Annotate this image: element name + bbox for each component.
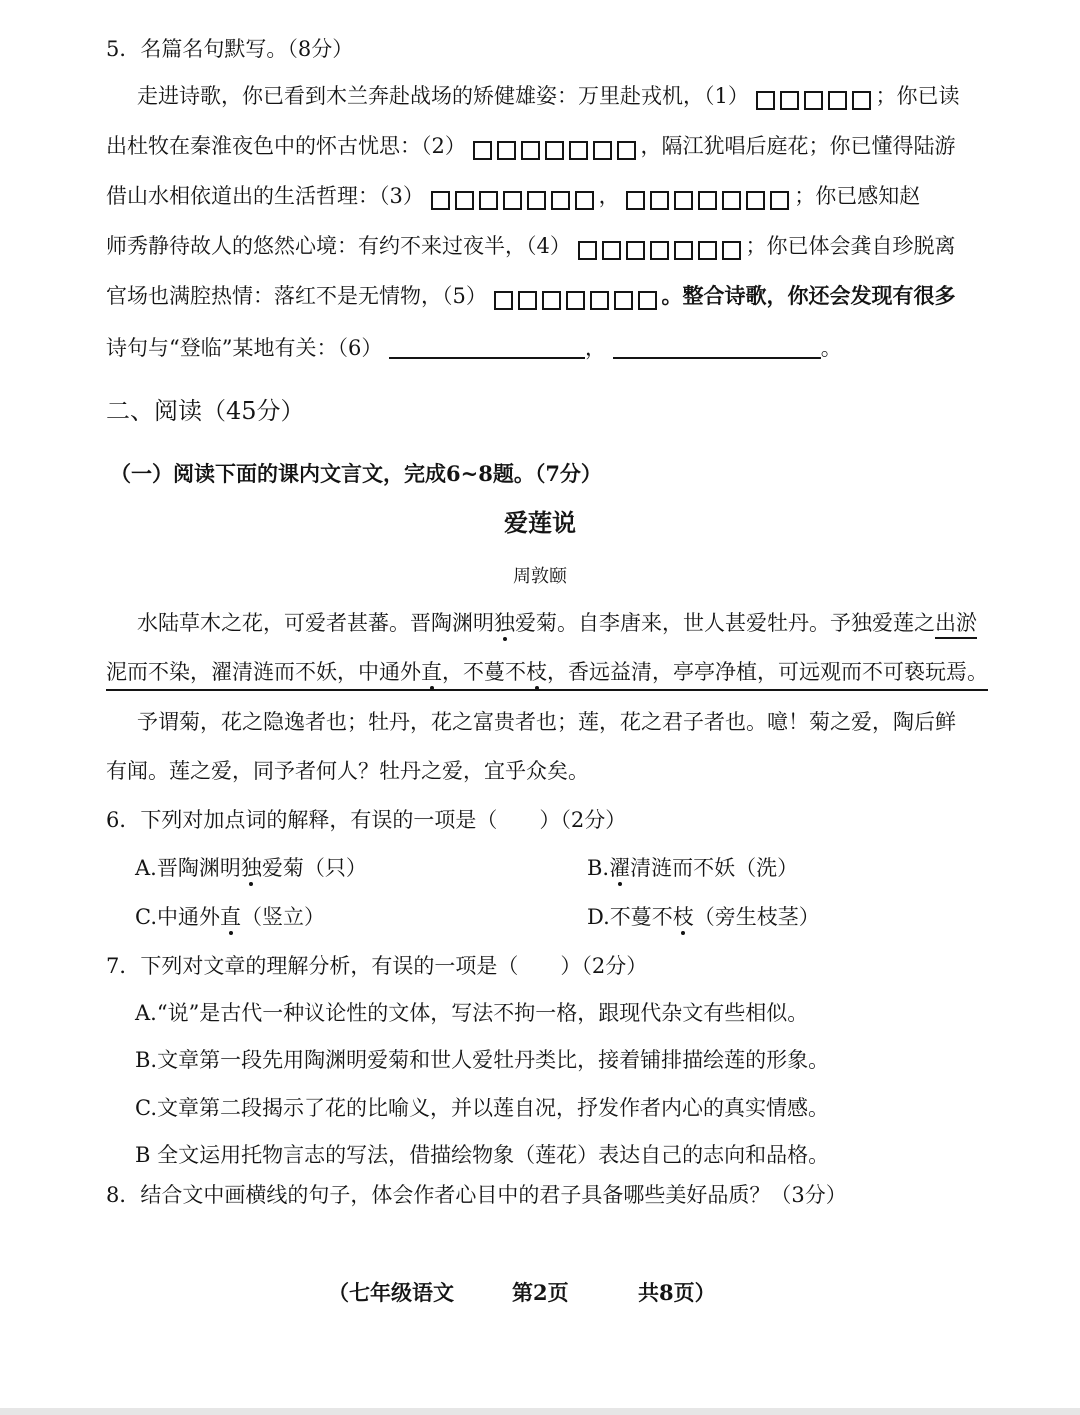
q5-l5a: 官场也满腔热情：落红不是无情物，（5） bbox=[106, 284, 487, 308]
footer-page: 第2页 bbox=[512, 1280, 569, 1305]
q5-l6b: ， bbox=[585, 336, 607, 360]
q7-option-d[interactable]: B 全文运用托物言志的写法，借描绘物象（莲花）表达自己的志向和品格。 bbox=[135, 1143, 830, 1167]
q6-option-a[interactable] bbox=[135, 853, 367, 883]
essay-p2-line-2: 有闻。莲之爱，同予者何人？牡丹之爱，宜乎众矣。 bbox=[106, 759, 589, 783]
essay-p1-l2-b: ，不蔓不 bbox=[442, 660, 526, 684]
dotted-word-zhi: 直 bbox=[421, 660, 442, 684]
answer-boxes-2[interactable] bbox=[473, 134, 641, 164]
q6-d-post: （旁生枝茎） bbox=[693, 905, 820, 929]
q6-b-post: 清涟而不妖（洗） bbox=[630, 856, 799, 880]
essay-p1-l1-a: 水陆草木之花，可爱者甚蕃。晋陶渊明 bbox=[137, 611, 494, 635]
essay-p2-line-1: 予谓菊，花之隐逸者也；牡丹，花之富贵者也；莲，花之君子者也。噫！菊之爱，陶后鲜 bbox=[137, 710, 956, 734]
q5-l6a: 诗句与“登临”某地有关：（6） bbox=[106, 336, 383, 360]
q6-a-pre: A.晋陶渊明 bbox=[135, 856, 241, 880]
dotted-word-du: 独 bbox=[494, 611, 515, 635]
answer-blank-6a[interactable] bbox=[389, 335, 585, 359]
q5-l5b: 。整合诗歌，你还会发现有很多 bbox=[661, 283, 956, 308]
q5-l2a: 出杜牧在秦淮夜色中的怀古忧思：（2） bbox=[106, 134, 466, 158]
q6-d-pre: D.不蔓不 bbox=[587, 905, 673, 929]
q5-l3a: 借山水相依道出的生活哲理：（3） bbox=[106, 184, 424, 208]
essay-p1-l1-b: 爱菊。自李唐来，世人甚爱牡丹。予独爱莲之 bbox=[515, 611, 935, 635]
footer-total: 共8页） bbox=[638, 1280, 716, 1305]
q6-a-post: 爱菊（只） bbox=[261, 856, 367, 880]
q8-title: 8．结合文中画横线的句子，体会作者心目中的君子具备哪些美好品质？（3分） bbox=[106, 1183, 847, 1207]
q5-l6c: 。 bbox=[820, 336, 842, 360]
q6-a-dot: 独 bbox=[240, 856, 262, 880]
q7-title: 7．下列对文章的理解分析，有误的一项是（ ）（2分） bbox=[106, 954, 648, 978]
q5-l1b: ；你已读 bbox=[875, 84, 960, 108]
q7-option-c[interactable]: C.文章第二段揭示了花的比喻义，并以莲自况，抒发作者内心的真实情感。 bbox=[135, 1096, 829, 1120]
essay-title: 爱莲说 bbox=[504, 508, 576, 537]
q5-l3b: ， bbox=[598, 184, 620, 208]
q5-l4a: 师秀静待故人的悠然心境：有约不来过夜半，（4） bbox=[106, 234, 571, 258]
q5-line-5 bbox=[106, 281, 956, 314]
q6-option-b[interactable] bbox=[587, 853, 798, 883]
q5-line-2 bbox=[106, 131, 956, 164]
q6-b-pre: B. bbox=[587, 856, 610, 880]
essay-author: 周敦颐 bbox=[513, 566, 567, 587]
dotted-word-zhi2: 枝 bbox=[526, 660, 547, 684]
scan-bottom-edge bbox=[0, 1408, 1080, 1415]
q6-d-dot: 枝 bbox=[672, 905, 694, 929]
section-2-title: 二、阅读（45分） bbox=[106, 397, 305, 425]
q6-c-pre: C.中通外 bbox=[135, 905, 220, 929]
answer-blank-6b[interactable] bbox=[613, 335, 821, 359]
q5-l1a: 走进诗歌，你已看到木兰奔赴战场的矫健雄姿：万里赴戎机，（1） bbox=[137, 84, 749, 108]
q7-option-b[interactable]: B.文章第一段先用陶渊明爱菊和世人爱牡丹类比，接着铺排描绘莲的形象。 bbox=[135, 1048, 830, 1072]
q6-b-dot: 濯 bbox=[609, 856, 631, 880]
q6-c-dot: 直 bbox=[220, 905, 241, 929]
q6-option-c[interactable] bbox=[135, 902, 325, 932]
essay-p1-line-2 bbox=[106, 657, 988, 691]
answer-boxes-5[interactable] bbox=[494, 284, 662, 314]
q6-c-post: （竖立） bbox=[241, 905, 325, 929]
answer-boxes-3b[interactable] bbox=[626, 184, 794, 214]
answer-boxes-4[interactable] bbox=[578, 234, 746, 264]
q6-option-d[interactable] bbox=[587, 902, 820, 932]
underlined-sentence-start: 出淤 bbox=[935, 611, 977, 639]
q5-line-4 bbox=[106, 231, 956, 264]
q5-title: 5．名篇名句默写。（8分） bbox=[106, 37, 354, 61]
part-1-title: （一）阅读下面的课内文言文，完成6~8题。（7分） bbox=[110, 461, 602, 486]
essay-p1-line-1 bbox=[137, 608, 977, 638]
essay-p1-l2-a: 泥而不染，濯清涟而不妖，中通外 bbox=[106, 660, 421, 684]
q5-l3c: ；你已感知赵 bbox=[794, 184, 921, 208]
footer-subject: （七年级语文 bbox=[328, 1280, 454, 1305]
q6-title: 6．下列对加点词的解释，有误的一项是（ ）（2分） bbox=[106, 808, 627, 832]
q5-l4b: ；你已体会龚自珍脱离 bbox=[745, 234, 956, 258]
q5-l2b: ，隔江犹唱后庭花；你已懂得陆游 bbox=[640, 134, 956, 158]
q5-line-6 bbox=[106, 333, 842, 363]
essay-p1-l2-c: ，香远益清，亭亭净植，可远观而不可亵玩焉。 bbox=[547, 660, 988, 684]
q5-line-1 bbox=[137, 81, 960, 114]
answer-boxes-3a[interactable] bbox=[431, 184, 599, 214]
q5-line-3 bbox=[106, 181, 920, 214]
answer-boxes-1[interactable] bbox=[756, 84, 876, 114]
q7-option-a[interactable]: A.“说”是古代一种议论性的文体，写法不拘一格，跟现代杂文有些相似。 bbox=[135, 1001, 809, 1025]
